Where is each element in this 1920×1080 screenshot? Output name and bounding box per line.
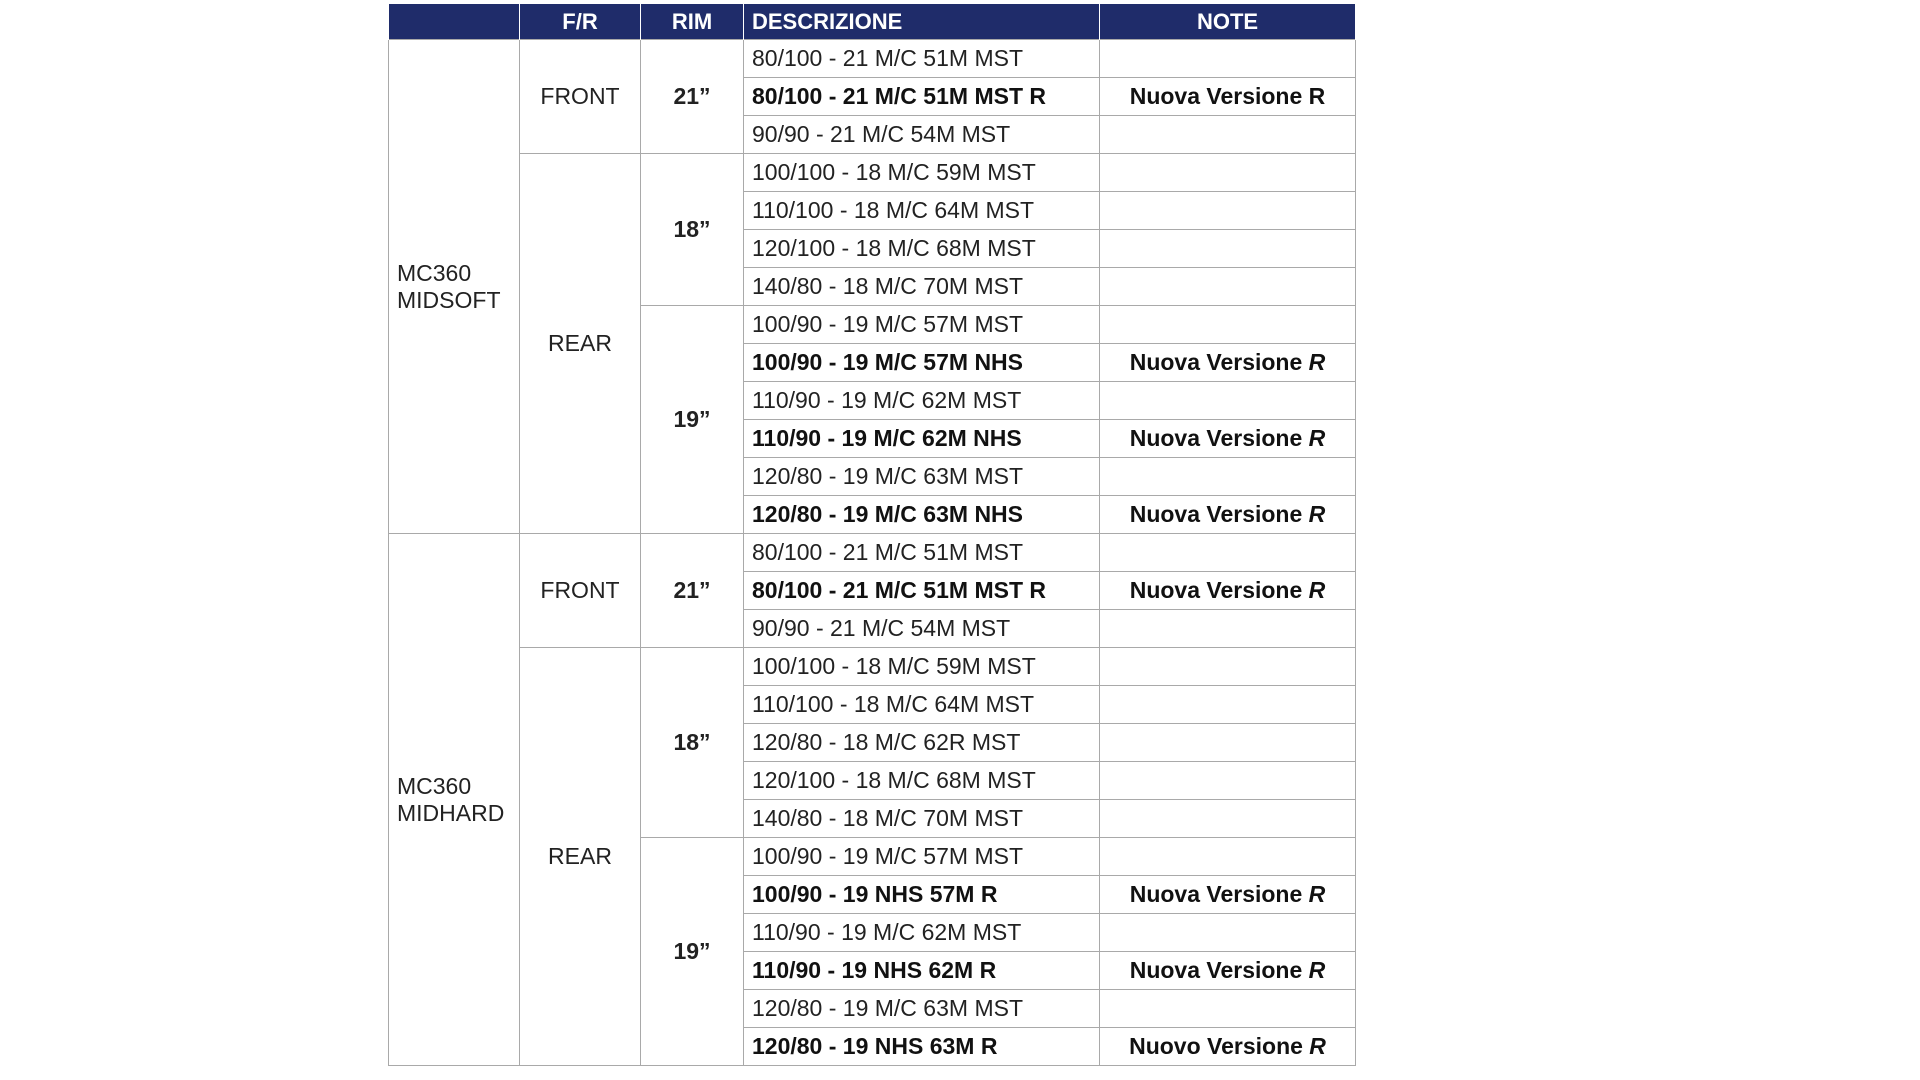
note-cell [1100,458,1356,496]
description-cell: 110/90 - 19 M/C 62M NHS [744,420,1100,458]
note-cell [1100,990,1356,1028]
description-cell: 100/100 - 18 M/C 59M MST [744,648,1100,686]
note-version-letter: R [1308,349,1326,375]
description-cell: 110/100 - 18 M/C 64M MST [744,192,1100,230]
rim-cell: 21” [641,40,744,154]
description-cell: 110/90 - 19 M/C 62M MST [744,914,1100,952]
note-cell [1100,306,1356,344]
note-text: Nuova Versione [1129,425,1309,451]
note-version-letter: R [1308,577,1326,603]
note-version-letter: R [1308,501,1326,527]
note-cell [1100,1028,1356,1066]
header-row [389,4,1356,40]
description-cell: 100/90 - 19 NHS 57M R [744,876,1100,914]
note-text: Nuova Versione R [1129,83,1326,109]
rim-cell: 21” [641,534,744,648]
table-body [389,40,1356,1066]
note-text: Nuova Versione [1129,501,1309,527]
description-cell: 120/80 - 19 NHS 63M R [744,1028,1100,1066]
note-cell [1100,40,1356,78]
description-cell: 120/80 - 19 M/C 63M MST [744,458,1100,496]
note-cell [1100,78,1356,116]
position-cell: REAR [520,154,641,534]
note-version-letter: R [1308,957,1326,983]
note-cell [1100,724,1356,762]
position-cell: FRONT [520,40,641,154]
header-note: NOTE [1100,4,1356,40]
note-cell [1100,192,1356,230]
tire-table [388,4,1356,1066]
table-row [389,534,1356,572]
table-row [389,40,1356,78]
position-cell: FRONT [520,534,641,648]
model-name-line2: MIDHARD [397,799,505,826]
description-cell: 120/80 - 19 M/C 63M MST [744,990,1100,1028]
description-cell: 110/90 - 19 M/C 62M MST [744,382,1100,420]
note-cell [1100,914,1356,952]
note-cell [1100,344,1356,382]
header-descrizione: DESCRIZIONE [744,4,1100,40]
note-cell [1100,420,1356,458]
note-cell [1100,610,1356,648]
note-cell [1100,382,1356,420]
description-cell: 100/90 - 19 M/C 57M MST [744,306,1100,344]
header-model [389,4,520,40]
note-cell [1100,496,1356,534]
note-text: Nuova Versione [1129,577,1309,603]
note-text: Nuova Versione [1129,957,1309,983]
rim-cell: 18” [641,648,744,838]
note-text: Nuova Versione [1129,349,1309,375]
table-row [389,648,1356,686]
description-cell: 140/80 - 18 M/C 70M MST [744,800,1100,838]
note-cell [1100,952,1356,990]
description-cell: 100/90 - 19 M/C 57M NHS [744,344,1100,382]
description-cell: 120/100 - 18 M/C 68M MST [744,762,1100,800]
model-name-line2: MIDSOFT [397,286,501,313]
note-cell [1100,686,1356,724]
note-cell [1100,800,1356,838]
note-cell [1100,116,1356,154]
description-cell: 140/80 - 18 M/C 70M MST [744,268,1100,306]
model-name-line1: MC360 [397,772,472,799]
rim-cell: 18” [641,154,744,306]
note-cell [1100,876,1356,914]
description-cell: 80/100 - 21 M/C 51M MST R [744,78,1100,116]
note-cell [1100,648,1356,686]
note-cell [1100,534,1356,572]
note-cell [1100,268,1356,306]
description-cell: 120/80 - 19 M/C 63M NHS [744,496,1100,534]
description-cell: 80/100 - 21 M/C 51M MST R [744,572,1100,610]
note-version-letter: R [1309,1033,1326,1059]
note-text: Nuovo Versione [1129,1033,1310,1059]
note-cell [1100,762,1356,800]
model-name-line1: MC360 [397,259,472,286]
description-cell: 120/100 - 18 M/C 68M MST [744,230,1100,268]
table-row [389,154,1356,192]
position-cell: REAR [520,648,641,1066]
note-text: Nuova Versione [1129,881,1309,907]
note-cell [1100,230,1356,268]
model-cell [389,534,520,1066]
rim-cell: 19” [641,838,744,1066]
description-cell: 110/90 - 19 NHS 62M R [744,952,1100,990]
description-cell: 80/100 - 21 M/C 51M MST [744,40,1100,78]
note-cell [1100,572,1356,610]
table-header [389,4,1356,40]
description-cell: 110/100 - 18 M/C 64M MST [744,686,1100,724]
note-cell [1100,154,1356,192]
header-rim: RIM [641,4,744,40]
note-version-letter: R [1308,425,1326,451]
description-cell: 100/90 - 19 M/C 57M MST [744,838,1100,876]
note-version-letter: R [1308,881,1326,907]
note-cell [1100,838,1356,876]
rim-cell: 19” [641,306,744,534]
description-cell: 90/90 - 21 M/C 54M MST [744,610,1100,648]
description-cell: 100/100 - 18 M/C 59M MST [744,154,1100,192]
model-cell [389,40,520,534]
description-cell: 120/80 - 18 M/C 62R MST [744,724,1100,762]
description-cell: 80/100 - 21 M/C 51M MST [744,534,1100,572]
header-fr: F/R [520,4,641,40]
description-cell: 90/90 - 21 M/C 54M MST [744,116,1100,154]
